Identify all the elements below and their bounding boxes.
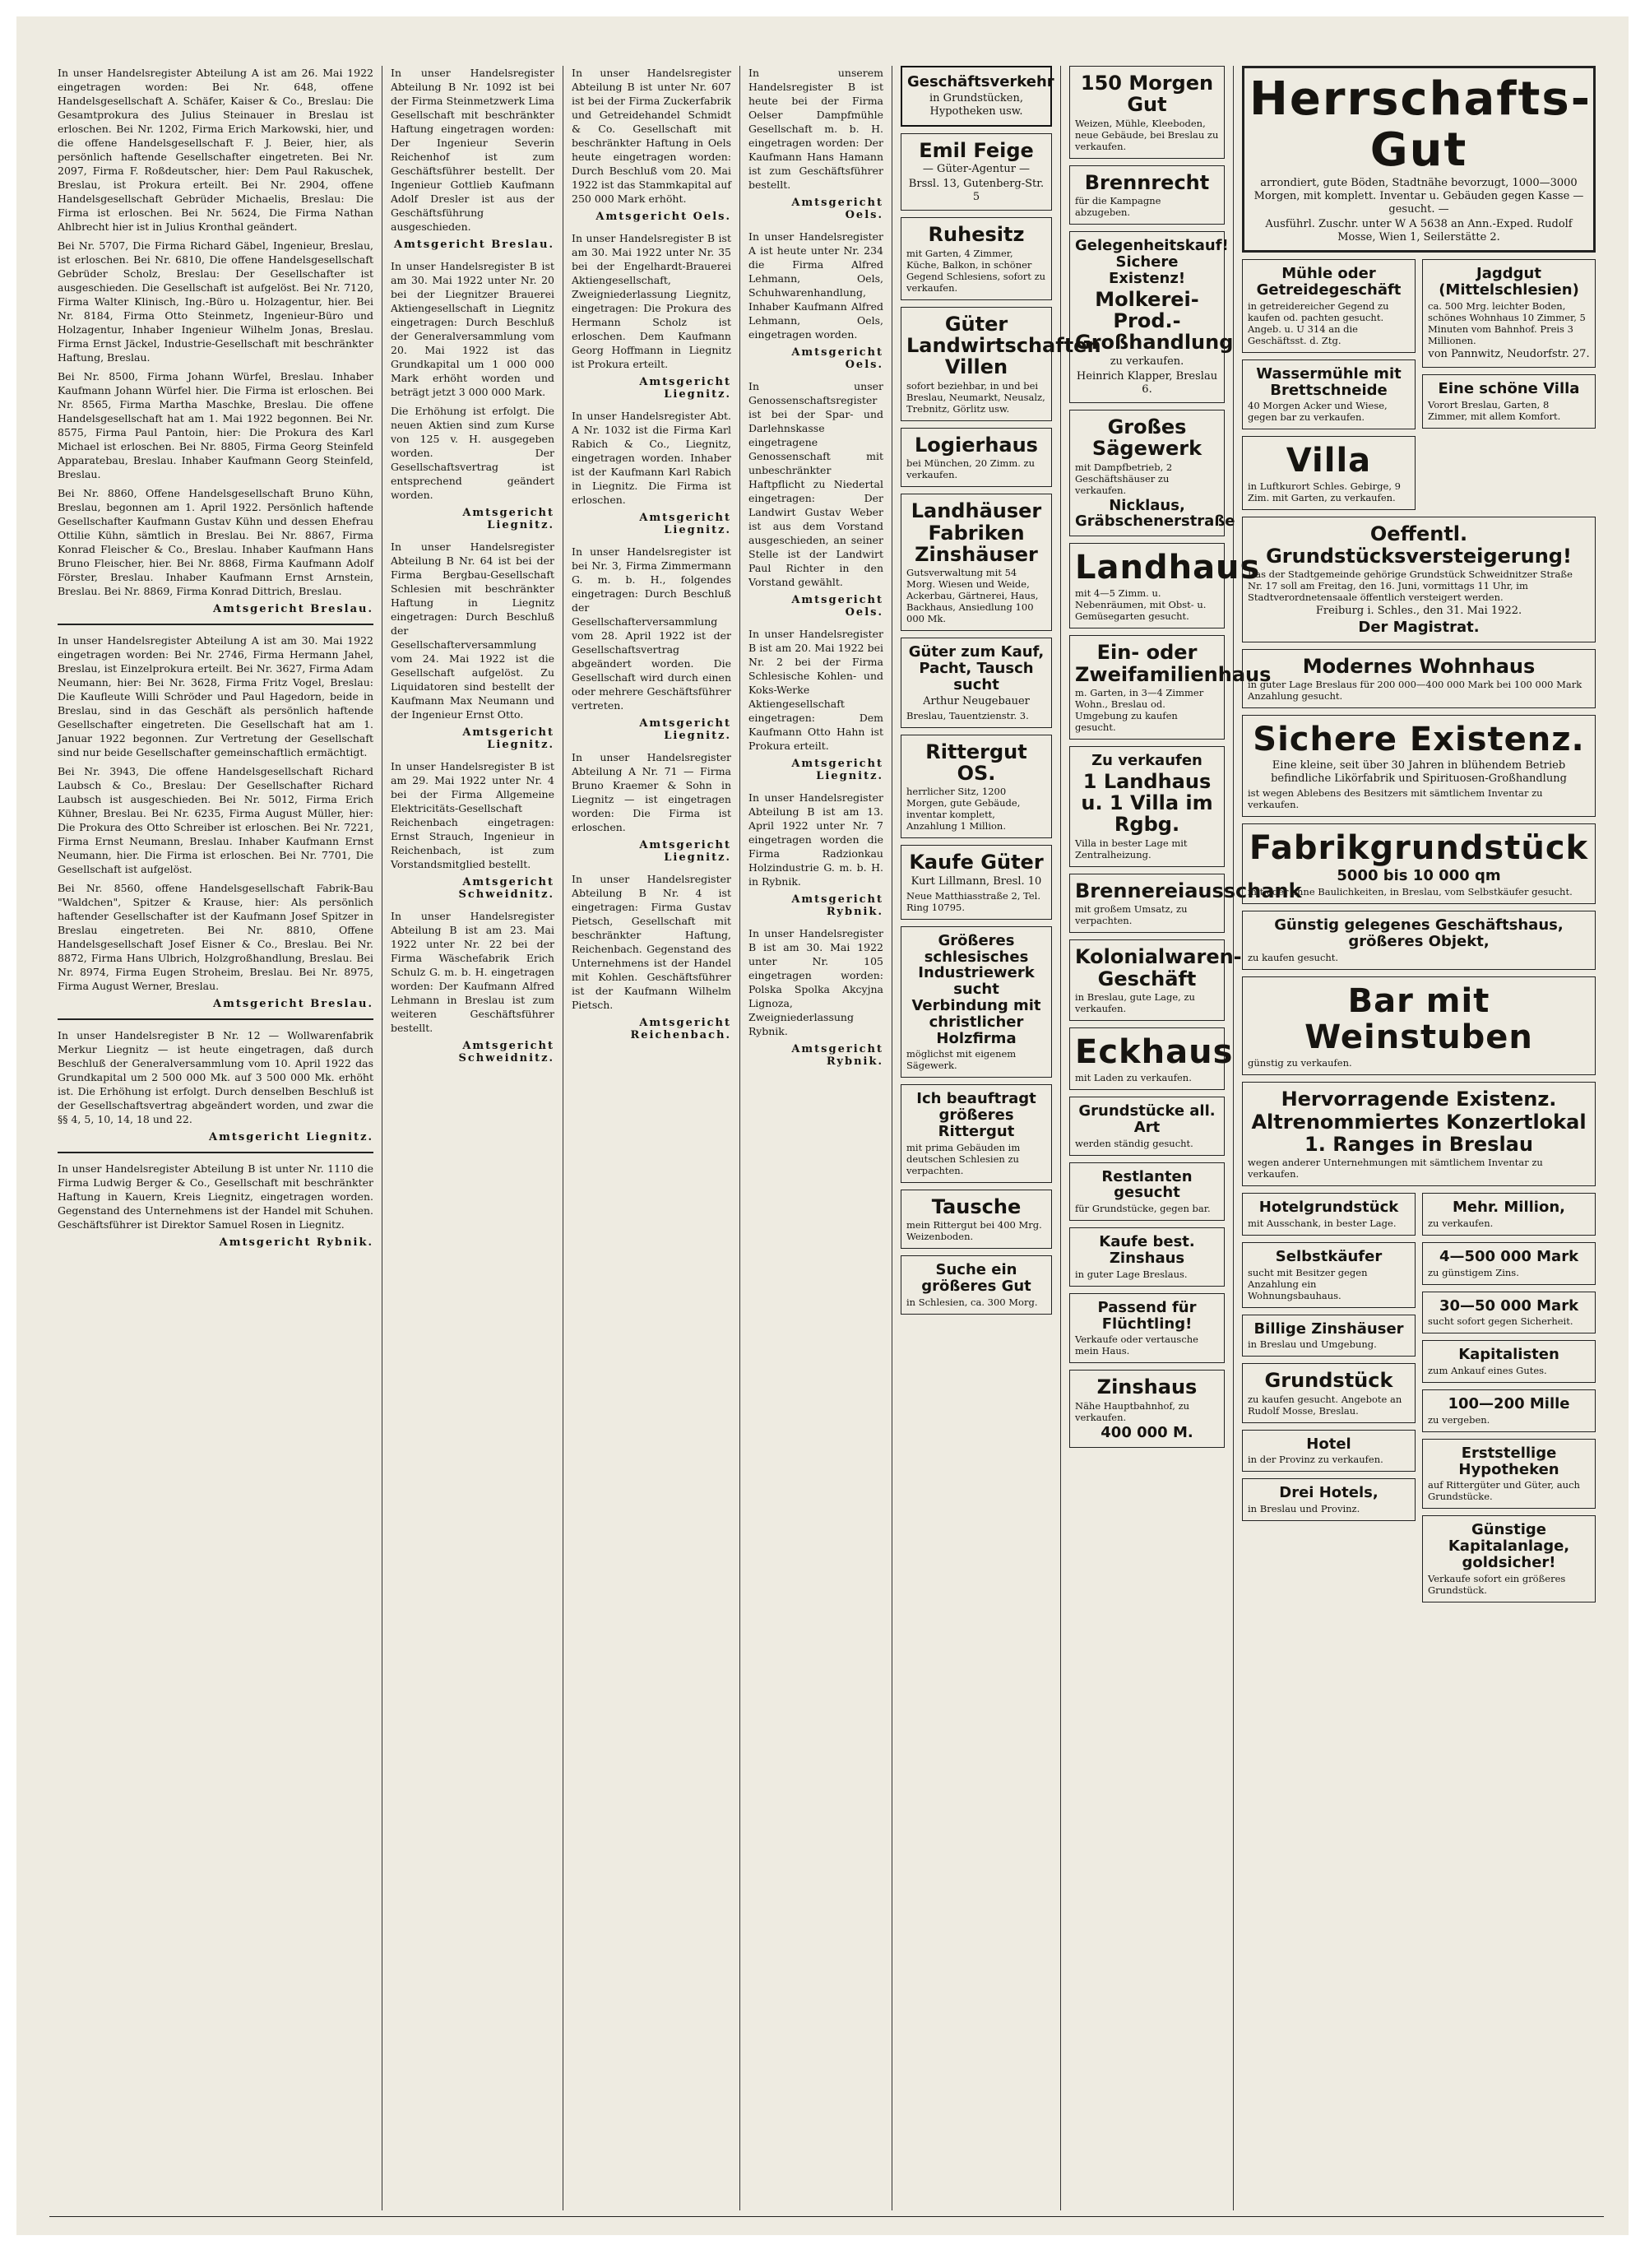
ad-tausche (901, 1190, 1052, 1249)
ad-title: Kaufe Güter (909, 851, 1044, 874)
court-signature: Amtsgericht Breslau. (213, 603, 373, 615)
ad-text: herrlicher Sitz, 1200 Morgen, gute Gebäude, inventar komplett, Anzahlung 1 Million. (906, 786, 1021, 833)
ad-address: Breslau, Tauentzienstr. 3. (906, 709, 1029, 721)
column-ads-right (1234, 66, 1604, 2210)
column-register-2 (382, 66, 563, 2210)
ad-title: Selbstkäufer (1275, 1247, 1383, 1265)
court-signature: Amtsgericht Liegnitz. (209, 1131, 373, 1143)
ad-ruhesitz (901, 217, 1052, 299)
ad-title: Größeres schlesisches Industriewerk sucht Verbindung mit christlicher Holzfirma (911, 931, 1041, 1047)
court-signature: Amtsgericht Breslau. (394, 239, 554, 251)
ad-title: Jagdgut (Mittelschlesien) (1439, 265, 1579, 299)
ad-col-left (1242, 259, 1416, 517)
court-signature: Amtsgericht Schweidnitz. (458, 1040, 554, 1064)
ad-text: Villa in bester Lage mit Zentralheizung. (1075, 837, 1188, 860)
ad-zinshaus (1069, 1227, 1225, 1287)
register-notice: In unser Handelsregister Abteilung A ist am 26. Mai 1922 eingetragen worden: Bei Nr. 648, offene Handelsgesellschaft A. Schäfer, Kaiser & Co., Breslau: Die Gesamtprokura des Julius Steinauer in Breslau ist erloschen. Bei Nr. 1202, Firma Erich Markowski, hier, und die offene Handelsgesellschaft F. J. Beier, hier, als persönlich haftende Gesellschafter eingetreten. Bei Nr. 2097, Firma F. Roßdeutscher, hier: Dem Paul Rakuschek, Breslau, ist Prokura erteilt. Bei Nr. 2904, offene Handelsgesellschaft Gebrüder Michaelis, Breslau: Die Firma ist erloschen. Bei Nr. 5624, Die Firma Nathan Ahlbrecht hier ist in Julius Kronthal geändert. (58, 67, 373, 233)
ad-500000-mark (1422, 1242, 1596, 1285)
ad-gueter (901, 307, 1101, 421)
ad-title: Mehr. Million, (1453, 1198, 1565, 1216)
ad-text: Verkaufe oder vertausche mein Haus. (1075, 1333, 1198, 1357)
ad-title: Mühle oder Getreidegeschäft (1256, 265, 1402, 299)
register-notice: In unser Handelsregister ist bei Nr. 3, Firma Zimmermann G. m. b. H., folgendes eingetragen: Durch Beschluß der Gesellschafterversammlung vom 28. April 1922 ist der Gesellschaftsvertrag abgeändert worden. Die Gesellschaft wird durch einen oder mehrere Geschäftsführer vertreten. (572, 545, 731, 712)
ad-text: in Schlesien, ca. 300 Morg. (906, 1296, 1038, 1308)
ad-address: Neue Matthiasstraße 2, Tel. Ring 10795. (906, 889, 1041, 913)
ad-title: Fabrikgrundstück (1249, 829, 1589, 868)
register-notice: In unser Handelsregister Abteilung B Nr. 1092 ist bei der Firma Steinmetzwerk Lima Gesellschaft mit beschränkter Haftung eingetragen worden: Der Ingenieur Severin Reichenhof ist zum Geschäftsführer bestellt. Der Ingenieur Gottlieb Kaufmann Adolf Dresler ist aus der Geschäftsführung ausgeschieden. (391, 67, 554, 233)
register-notice: Bei Nr. 8560, offene Handelsgesellschaft Fabrik-Bau "Waldchen", Spitzer & Krause, hier: Als persönlich haftender Gesellschafter ist der Kaufmann Josef Spitzer in Breslau eingetreten. Bei Nr. 8810, Offene Handelsgesellschaft Josef Eisner & Co., Breslau. Bei Nr. 8872, Firma Hans Ulbrich, Holzgroßhandlung, Breslau. Bei Nr. 8974, Firma Eugen Stroheim, Breslau. Bei Nr. 8975, Firma August Werner, Breslau. (58, 882, 373, 992)
ad-versteigerung (1242, 517, 1596, 642)
register-notice: In unser Handelsregister Abteilung A Nr. 71 — Firma Bruno Kraemer & Sohn in Liegnitz — ist eingetragen worden: Die Firma ist erloschen. (572, 751, 731, 833)
ad-text: zu verkaufen. (1110, 355, 1184, 368)
ad-text: werden ständig gesucht. (1075, 1137, 1193, 1149)
ad-gelegenheitskauf (1069, 231, 1234, 403)
ad-brennrecht (1069, 165, 1225, 225)
newspaper-page (16, 16, 1629, 2235)
ad-col-right (1422, 1193, 1596, 1609)
column-register-1 (49, 66, 382, 2210)
court-signature: Amtsgericht Liegnitz. (639, 839, 731, 864)
ad-title: Modernes Wohnhaus (1302, 654, 1536, 678)
ad-subtitle: in Grundstücken, Hypotheken usw. (929, 91, 1023, 118)
ad-col-right (1422, 259, 1596, 517)
column-register-3 (563, 66, 740, 2210)
ad-name: Heinrich Klapper, Breslau 6. (1076, 369, 1218, 396)
ad-text: zum Ankauf eines Gutes. (1428, 1365, 1547, 1377)
ad-muehle (1242, 259, 1416, 353)
ad-text: Vorort Breslau, Garten, 8 Zimmer, mit allem Komfort. (1428, 398, 1561, 422)
ad-text: in guter Lage Breslaus. (1075, 1268, 1188, 1280)
ad-name: Emil Feige (919, 138, 1034, 162)
ad-subtitle: Altrenommiertes Konzertlokal 1. Ranges in Breslau (1251, 1111, 1587, 1156)
register-notice: In unser Handelsregister Abteilung B ist am 13. April 1922 unter Nr. 7 eingetragen worden die Firma Radzionkau Holzindustrie G. m. b. H. in Rybnik. (748, 791, 883, 888)
ad-industriewerk (901, 926, 1052, 1078)
ad-gueter-kauf (901, 638, 1052, 727)
register-notice: In unser Handelsregister A ist heute unter Nr. 234 die Firma Alfred Lehmann, Oels, Schuhwarenhandlung, Inhaber Kaufmann Alfred Lehmann, Oels, eingetragen worden. (748, 230, 883, 341)
ad-villa (1242, 436, 1416, 510)
ad-text: möglichst mit eigenem Sägewerk. (906, 1048, 1017, 1072)
ad-title: Brennrecht (1084, 170, 1210, 194)
ad-zu-verkaufen (1069, 746, 1225, 867)
ad-text: in Breslau und Provinz. (1248, 1503, 1360, 1515)
ad-text: sucht sofort gegen Sicherheit. (1428, 1315, 1573, 1328)
ad-text: zu günstigem Zins. (1428, 1266, 1519, 1278)
ad-wassermuehle (1242, 359, 1416, 430)
ad-text: für die Kampagne abzugeben. (1075, 195, 1161, 219)
ad-hotelgrundstueck (1242, 1193, 1416, 1236)
register-notice: In unser Genossenschaftsregister ist bei der Spar- und Darlehnskasse eingetragene Genossenschaft mit unbeschränkter Haftpflicht zu Niedertal eingetragen: Der Landwirt Gustav Weber ist aus dem Vorstand ausgeschieden, an seiner Stelle ist der Landwirt Paul Richter in den Vorstand gewählt. (748, 380, 883, 588)
ad-text: mit prima Gebäuden im deutschen Schlesien zu verpachten. (906, 1141, 1021, 1176)
ad-text: in Breslau, gute Lage, zu verkaufen. (1075, 991, 1195, 1015)
ad-text: zu kaufen gesucht. Angebote an Rudolf Mosse, Breslau. (1248, 1393, 1402, 1417)
ad-text: zu verkaufen. (1428, 1217, 1494, 1229)
ad-title: Erststellige Hypotheken (1458, 1444, 1559, 1478)
ad-50000-mark (1422, 1292, 1596, 1334)
ad-row-2 (1242, 1193, 1596, 1609)
separator-rule (58, 624, 373, 625)
ad-text: in Luftkurort Schles. Gebirge, 9 Zim. mit Garten, zu verkaufen. (1248, 480, 1401, 504)
ad-saegewerk (1069, 410, 1235, 536)
court-signature: Amtsgericht Rybnik. (791, 893, 883, 918)
ad-name: von Pannwitz, Neudorfstr. 27. (1428, 347, 1590, 360)
ad-title: Gelegenheitskauf! Sichere Existenz! (1075, 237, 1229, 287)
ad-title: Zinshaus (1096, 1375, 1198, 1399)
register-notice: Bei Nr. 8500, Firma Johann Würfel, Breslau. Inhaber Kaufmann Johann Würfel hier. Die Firma ist erloschen. Bei Nr. 8565, Firma Martha Maschke, Breslau. Die offene Handelsgesellschaft hat am 1. Mai 1922 begonnen. Bei Nr. 8575, Firma Paul Pantoin, hier: Die Prokura des Karl Michael ist erloschen. Bei Nr. 8805, Firma Georg Steinfeld Apparatebau, Breslau. Inhaber Kaufmann Georg Steinfeld, Breslau. (58, 370, 373, 480)
ad-fluechtling (1069, 1293, 1225, 1364)
court-signature: Amtsgericht Oels. (791, 594, 883, 619)
court-signature: Amtsgericht Schweidnitz. (458, 876, 554, 901)
ad-200-mille (1422, 1389, 1596, 1432)
ad-title: Rittergut OS. (925, 740, 1027, 786)
register-notice: In unser Handelsregister B ist am 30. Mai 1922 unter Nr. 35 bei der Engelhardt-Brauerei Aktiengesellschaft, Zweigniederlassung Liegnitz, eingetragen: Die Prokura des Hermann Scholz ist erloschen. Dem Kaufmann Georg Hoffmann in Liegnitz ist Prokura erteilt. (572, 232, 731, 370)
ad-150-morgen (1069, 66, 1225, 159)
ad-text: Gutsverwaltung mit 54 Morg. Wiesen und Weide, Ackerbau, Gärtnerei, Haus, Backhaus, Ansiedlung 100 000 Mk. (906, 567, 1039, 625)
ad-text: in der Provinz zu verkaufen. (1248, 1454, 1383, 1466)
ad-text: Verkaufe sofort ein größeres Grundstück. (1428, 1572, 1566, 1596)
ad-emil-feige (901, 133, 1052, 211)
ad-kapitalanlage (1422, 1515, 1596, 1602)
ad-text: mit 4—5 Zimm. u. Nebenräumen, mit Obst- u. Gemüsegarten gesucht. (1075, 587, 1207, 623)
register-notice: In unser Handelsregister Abteilung B Nr. 64 ist bei der Firma Bergbau-Gesellschaft Schlesien mit beschränkter Haftung in Liegnitz eingetragen: Durch Beschluß der Gesellschafterversammlung vom 24. Mai 1922 ist die Gesellschaft aufgelöst. Zu Liquidatoren sind bestellt der Kaufmann Max Neumann und der Ingenieur Ernst Otto. (391, 540, 554, 721)
ad-title: Eine schöne Villa (1438, 379, 1580, 397)
column-register-4 (740, 66, 892, 2210)
court-signature: Amtsgericht Reichenbach. (630, 1017, 731, 1041)
register-notice: Bei Nr. 3943, Die offene Handelsgesellschaft Richard Laubsch & Co., Breslau: Der Gesellschafter Richard Laubsch ist ausgeschieden. Bei Nr. 5012, Firma Erich Kühner, Breslau. Bei Nr. 6235, Firma August Müller, hier: Die Prokura des Otto Schreiber ist erloschen. Bei Nr. 7221, Firma Ernst Neumann, Breslau. Inhaber Kaufmann Ernst Neumann, hier. Die Firma ist erloschen. Bei Nr. 7701, Die Gesellschaft ist aufgelöst. (58, 765, 373, 875)
ad-name: Nicklaus, Gräbschenerstraße (1075, 496, 1235, 531)
ad-title: Hervorragende Existenz. (1281, 1087, 1557, 1111)
ad-title: Ich beauftragt größeres Rittergut (916, 1090, 1036, 1141)
ad-title: 150 Morgen Gut (1080, 72, 1214, 117)
ad-subtitle: 5000 bis 10 000 qm (1337, 867, 1501, 885)
register-notice: In unser Handelsregister B ist am 30. Mai 1922 unter Nr. 20 bei der Liegnitzer Brauerei Aktiengesellschaft in Liegnitz eingetragen: Durch Beschluß der Generalversammlung vom 20. Mai 1922 ist das Grundkapital um 1 000 000 Mark erhöht worden und beträgt jetzt 3 000 000 Mark. (391, 260, 554, 398)
ad-more: ist wegen Ablebens des Besitzers mit sämtlichem Inventar zu verkaufen. (1248, 787, 1543, 811)
ad-modernes-wohnhaus (1242, 649, 1596, 708)
register-notice: In unser Handelsregister Abteilung B ist am 23. Mai 1922 unter Nr. 22 bei der Firma Wäschefabrik Erich Schulz G. m. b. H. eingetragen worden: Der Kaufmann Alfred Lehmann in Breslau ist zum weiteren Geschäftsführer bestellt. (391, 910, 554, 1034)
court-signature: Amtsgericht Liegnitz. (462, 726, 554, 751)
ad-title: 30—50 000 Mark (1439, 1296, 1579, 1315)
ad-title: 4—500 000 Mark (1439, 1247, 1579, 1265)
register-notice: In unserem Handelsregister B ist heute bei der Firma Oelser Dampfmühle Gesellschaft m. b. H. eingetragen worden: Der Kaufmann Hans Hamann ist zum Geschäftsführer bestellt. (748, 67, 883, 191)
ad-brennerei (1069, 874, 1302, 933)
ad-kapitalisten (1422, 1340, 1596, 1383)
ad-text: mit großem Umsatz, zu verpachten. (1075, 903, 1188, 927)
ad-subtitle: 1 Landhaus u. 1 Villa im Rgbg. (1081, 769, 1213, 837)
ad-text: wegen anderer Unternehmungen mit sämtlichem Inventar zu verkaufen. (1248, 1156, 1543, 1180)
ad-text: in Breslau und Umgebung. (1248, 1338, 1377, 1351)
column-ads-5 (892, 66, 1101, 2210)
ad-title: Drei Hotels, (1279, 1484, 1379, 1502)
court-signature: Amtsgericht Liegnitz. (639, 512, 731, 536)
ad-title: Güter zum Kauf, Pacht, Tausch sucht (908, 643, 1045, 693)
ad-landhaeuser (901, 494, 1052, 631)
ad-eckhaus (1069, 1027, 1234, 1090)
ad-title: Logierhaus (915, 433, 1038, 457)
ad-rittergut-verpachten (901, 1084, 1052, 1182)
register-notice: In unser Handelsregister B ist am 20. Mai 1922 bei Nr. 2 bei der Firma Schlesische Kohlen- und Koks-Werke Aktiengesellschaft eingetragen: Dem Kaufmann Otto Hahn ist Prokura erteilt. (748, 628, 883, 752)
ad-jagdgut (1422, 259, 1596, 368)
register-notice: In unser Handelsregister Abt. A Nr. 1032 ist die Firma Karl Rabich & Co., Liegnitz, eingetragen worden. Inhaber ist der Kaufmann Karl Rabich in Liegnitz. Die Firma ist erloschen. (572, 410, 731, 506)
separator-rule (58, 1018, 373, 1020)
ad-text: Nähe Hauptbahnhof, zu verkaufen. (1075, 1399, 1190, 1423)
ad-title: Ein- oder Zweifamilienhaus (1075, 641, 1272, 686)
ad-text: 40 Morgen Acker und Wiese, gegen bar zu verkaufen. (1248, 400, 1388, 424)
ad-title: Suche ein größeres Gut (921, 1261, 1031, 1296)
ad-sign: Der Magistrat. (1358, 619, 1480, 637)
ad-billige-zinshaeuser (1242, 1315, 1416, 1357)
register-notice: In unser Handelsregister Abteilung B ist unter Nr. 1110 die Firma Ludwig Berger & Co., Gesellschaft mit beschränkter Haftung in Kauern, Kreis Liegnitz, eingetragen worden. Gegenstand des Unternehmens ist der Handel mit Schuhen. Geschäftsführer ist Direktor Samuel Rosen in Liegnitz. (58, 1162, 373, 1231)
ad-restlanten (1069, 1162, 1225, 1222)
court-signature: Amtsgericht Liegnitz. (639, 717, 731, 742)
ad-title: Brennereiausschank (1075, 879, 1302, 902)
ad-text: günstig zu verkaufen. (1248, 1056, 1352, 1069)
ad-text: mit Laden zu verkaufen. (1075, 1072, 1192, 1084)
ad-name: Kurt Lillmann, Bresl. 10 (911, 874, 1042, 888)
ad-text: sucht mit Besitzer gegen Anzahlung ein Wohnungsbauhaus. (1248, 1266, 1368, 1301)
ad-title: Kaufe best. Zinshaus (1099, 1233, 1195, 1268)
ad-title: Günstig gelegenes Geschäftshaus, größeres Objekt, (1274, 916, 1564, 950)
register-notice: Die Erhöhung ist erfolgt. Die neuen Aktien sind zum Kurse von 125 v. H. ausgegeben worden. Der Gesellschaftsvertrag ist entsprechend geändert worden. (391, 405, 554, 501)
ad-drei-hotels (1242, 1478, 1416, 1521)
ad-kolonialwaren (1069, 939, 1242, 1021)
ad-title: Geschäftsverkehr (907, 73, 1054, 90)
ad-text: Weizen, Mühle, Kleeboden, neue Gebäude, bei Breslau zu verkaufen. (1075, 117, 1219, 152)
ad-schoene-villa (1422, 374, 1596, 429)
ad-place: Freiburg i. Schles., den 31. Mai 1922. (1315, 605, 1522, 618)
ad-title: Grundstücke all. Art (1078, 1102, 1216, 1136)
ad-title: Landhäuser Fabriken Zinshäuser (911, 499, 1042, 566)
ad-text: für Grundstücke, gegen bar. (1075, 1203, 1211, 1215)
register-notice: In unser Handelsregister B ist am 30. Mai 1922 unter Nr. 105 eingetragen worden: Polska Spolka Akcyjna Lignoza, Zweigniederlassung Rybnik. (748, 927, 883, 1037)
ad-geschaeftshaus (1242, 911, 1596, 970)
ad-title: Billige Zinshäuser (1253, 1320, 1404, 1338)
register-notice: In unser Handelsregister Abteilung B Nr. 4 ist eingetragen: Firma Gustav Pietsch, Gesellschaft mit beschränkter Haftung, Reichenbach. Gegenstand des Unternehmens ist der Handel mit Kohlen. Geschäftsführer ist der Kaufmann Wilhelm Pietsch. (572, 873, 731, 1011)
ad-text: m. Garten, in 3—4 Zimmer Wohn., Breslau od. Umgebung zu kaufen gesucht. (1075, 686, 1204, 733)
ad-text: ca. 500 Mrg. leichter Boden, schönes Wohnhaus 10 Zimmer, 5 Minuten vom Bahnhof. Preis 3 Millionen. (1428, 299, 1586, 346)
ad-title: 100—200 Mille (1448, 1395, 1570, 1413)
register-notice: Bei Nr. 5707, Die Firma Richard Gäbel, Ingenieur, Breslau, ist erloschen. Bei Nr. 6810, Die offene Handelsgesellschaft Gebrüder Scholz, Breslau: Der Gesellschafter ist ausgeschieden. Die Gesellschaft ist aufgelöst. Bei Nr. 7120, Firma Walter Klinisch, Ing.-Büro u. Holzagentur, hier. Bei Nr. 8184, Firma Otto Steinmetz, Ingenieur-Büro und Holzagentur, Inhaber Ingenieur Wilhelm Jonas, Breslau. Firma Ernst Jäckel, Industrie-Gesellschaft mit beschränkter Haftung, Breslau. (58, 239, 373, 364)
ad-text: mit Garten, 4 Zimmer, Küche, Balkon, in schöner Gegend Schlesiens, sofort zu verkaufen. (906, 247, 1046, 294)
ad-title: Herrschafts-Gut (1249, 72, 1592, 177)
ad-title: Eckhaus (1075, 1033, 1234, 1072)
ad-landhaus (1069, 543, 1261, 628)
ad-contact: Ausführl. Zuschr. unter W A 5638 an Ann.-Exped. Rudolf Mosse, Wien 1, Seilerstätte 2. (1265, 218, 1573, 244)
court-signature: Amtsgericht Oels. (791, 197, 883, 221)
ad-title: Hotel (1306, 1435, 1351, 1453)
register-notice: In unser Handelsregister B Nr. 12 — Wollwarenfabrik Merkur Liegnitz — ist heute eingetragen, daß durch Beschluß der Generalversammlung vom 10. April 1922 das Grundkapital um 2 500 000 Mk. auf 3 500 000 Mk. erhöht ist. Die Erhöhung ist erfolgt. Durch denselben Beschluß ist der Gesellschaftsvertrag abgeändert worden, und zwar die §§ 4, 5, 10, 14, 18 und 22. (58, 1029, 373, 1125)
ad-title: Zu verkaufen (1091, 751, 1202, 769)
ad-title: Restlanten gesucht (1101, 1167, 1193, 1202)
ad-name: Arthur Neugebauer (923, 694, 1030, 707)
ad-title: Passend für Flüchtling! (1097, 1298, 1197, 1333)
ad-title: Bar mit Weinstuben (1304, 981, 1533, 1056)
ad-weinstuben (1242, 976, 1596, 1075)
ad-text: zu vergeben. (1428, 1413, 1490, 1426)
court-signature: Amtsgericht Rybnik. (219, 1236, 373, 1249)
ad-zweifamilienhaus (1069, 635, 1272, 740)
ad-address: Brssl. 13, Gutenberg-Str. 5 (908, 178, 1045, 204)
ad-title: Hotelgrundstück (1258, 1198, 1399, 1216)
court-signature: Amtsgericht Oels. (595, 211, 731, 223)
ad-text: Eine kleine, seit über 30 Jahren in blühendem Betrieb befindliche Likörfabrik und Spirituosen-Großhandlung (1271, 759, 1567, 786)
ad-price: 400 000 M. (1101, 1423, 1193, 1441)
ad-fabrikgrundstueck (1242, 823, 1596, 904)
ad-text: auf Rittergüter und Güter, auch Grundstücke. (1428, 1479, 1580, 1503)
ad-text: mit oder ohne Baulichkeiten, in Breslau, vom Selbstkäufer gesucht. (1248, 886, 1573, 898)
ad-title: Güter Landwirtschaften Villen (906, 312, 1101, 379)
register-notice: In unser Handelsregister B ist am 29. Mai 1922 unter Nr. 4 bei der Firma Allgemeine Elektricitäts-Gesellschaft Reichenbach eingetragen: Ernst Strauch, Ingenieur in Reichenbach, ist zum Vorstandsmitglied bestellt. (391, 760, 554, 870)
ad-text: in getreidereicher Gegend zu kaufen od. pachten gesucht. Angeb. u. U 314 an die Geschäftsst. d. Ztg. (1248, 299, 1389, 346)
ad-text: bei München, 20 Zimm. zu verkaufen. (906, 457, 1036, 481)
ad-sichere-existenz (1242, 715, 1596, 817)
ad-text: mein Rittergut bei 400 Mrg. Weizenboden. (906, 1219, 1042, 1243)
ad-row-1 (1242, 259, 1596, 517)
ad-hotel (1242, 1430, 1416, 1473)
ad-kaufe-gueter (901, 845, 1052, 919)
ad-rittergut (901, 735, 1052, 839)
ad-grundstueck-kauf (1242, 1363, 1416, 1422)
court-signature: Amtsgericht Liegnitz. (462, 507, 554, 531)
bottom-rule (49, 2216, 1604, 2217)
ad-text: in guter Lage Breslaus für 200 000—400 000 Mark bei 100 000 Mark Anzahlung gesucht. (1248, 679, 1582, 703)
separator-rule (58, 1152, 373, 1153)
ad-title: Grundstück (1264, 1369, 1393, 1393)
ad-title: Landhaus (1075, 549, 1261, 587)
register-notice: In unser Handelsregister Abteilung A ist am 30. Mai 1922 eingetragen worden: Bei Nr. 2746, Firma Hermann Jahel, Breslau, ist Einzelprokura erteilt. Bei Nr. 3627, Firma Adam Neumann, hier: Bei Nr. 3628, Firma Fritz Vogel, Breslau: Die Kaufleute Willi Schröder und Paul Hagedorn, beide in Breslau, sind in das Geschäft als persönlich haftende Gesellschafter eingetreten. Die Gesellschaft hat am 1. Januar 1922 begonnen. Zur Vertretung der Gesellschaft sind nur beide Gesellschafter gemeinschaftlich ermächtigt. (58, 634, 373, 758)
ad-geschaeftsverkehr (901, 66, 1052, 127)
ad-title: Kolonialwaren-Geschäft (1075, 945, 1242, 990)
court-signature: Amtsgericht Rybnik. (791, 1043, 883, 1068)
ad-title: Tausche (931, 1194, 1022, 1218)
ad-konzertlokal (1242, 1082, 1596, 1186)
ad-grundstuecke (1069, 1097, 1225, 1156)
ad-suche-gut (901, 1255, 1052, 1315)
ad-col-left (1242, 1193, 1416, 1609)
court-signature: Amtsgericht Oels. (791, 346, 883, 371)
ad-herrschafts-gut (1242, 66, 1596, 253)
register-notice: Bei Nr. 8860, Offene Handelsgesellschaft Bruno Kühn, Breslau, begonnen am 1. April 1922. Persönlich haftende Gesellschafter Kaufmann Gustav Kühn und dessen Ehefrau Ottilie Kühn, sämtlich in Breslau. Bei Nr. 8867, Firma Konrad Fleischer & Co., Breslau. Inhaber Kaufmann Hans Bruno Fleischer, hier. Bei Nr. 8868, Firma Kaufmann Adolf Förster, Breslau. Inhaber Kaufmann Ernst Arnstein, Breslau. Bei Nr. 8869, Firma Konrad Dittrich, Breslau. (58, 487, 373, 597)
ad-title: Wassermühle mit Brettschneide (1256, 364, 1402, 399)
ad-text: sofort beziehbar, in und bei Breslau, Neumarkt, Neusalz, Trebnitz, Görlitz usw. (906, 379, 1045, 415)
ad-text: mit Ausschank, in bester Lage. (1248, 1217, 1397, 1229)
ad-title: Günstige Kapitalanlage, goldsicher! (1448, 1521, 1570, 1572)
ad-mehr-million (1422, 1193, 1596, 1236)
ad-title: Villa (1286, 442, 1372, 480)
ad-text: Das der Stadtgemeinde gehörige Grundstück Schweidnitzer Straße Nr. 17 soll am Freitag, den 16. Juni, vormittags 11 Uhr, im Stadtverordnetensaale öffentlich versteigert werden. (1248, 568, 1573, 604)
court-signature: Amtsgericht Liegnitz. (791, 758, 883, 782)
ad-title: Ruhesitz (928, 223, 1025, 247)
ad-hypotheken (1422, 1439, 1596, 1510)
register-notice: In unser Handelsregister Abteilung B ist unter Nr. 607 ist bei der Firma Zuckerfabrik und Getreidehandel Schmidt & Co. Gesellschaft mit beschränkter Haftung in Oels heute eingetragen worden: Durch Beschluß vom 20. Mai 1922 ist das Stammkapital auf 250 000 Mark erhöht. (572, 67, 731, 205)
ad-line: — Güter-Agentur — (922, 163, 1031, 176)
ad-logierhaus (901, 428, 1052, 487)
ad-title: Kapitalisten (1458, 1346, 1559, 1364)
ad-text: zu kaufen gesucht. (1248, 951, 1339, 963)
court-signature: Amtsgericht Breslau. (213, 998, 373, 1010)
ad-selbstkaeufer (1242, 1242, 1416, 1308)
ad-text: mit Dampfbetrieb, 2 Geschäftshäuser zu verkaufen. (1075, 461, 1173, 496)
ad-zinshaus-2 (1069, 1370, 1225, 1447)
ad-subtitle: Molkerei-Prod.-Großhandlung (1075, 287, 1234, 355)
court-signature: Amtsgericht Liegnitz. (639, 376, 731, 401)
ad-title: Sichere Existenz. (1253, 721, 1585, 759)
ad-title: Großes Sägewerk (1091, 415, 1202, 461)
ad-text: arrondiert, gute Böden, Stadtnähe bevorzugt, 1000—3000 Morgen, mit komplett. Inventar u. Gebäuden gegen Kasse — gesucht. — (1253, 177, 1584, 216)
ad-title: Oeffentl. Grundstücksversteigerung! (1266, 522, 1572, 568)
